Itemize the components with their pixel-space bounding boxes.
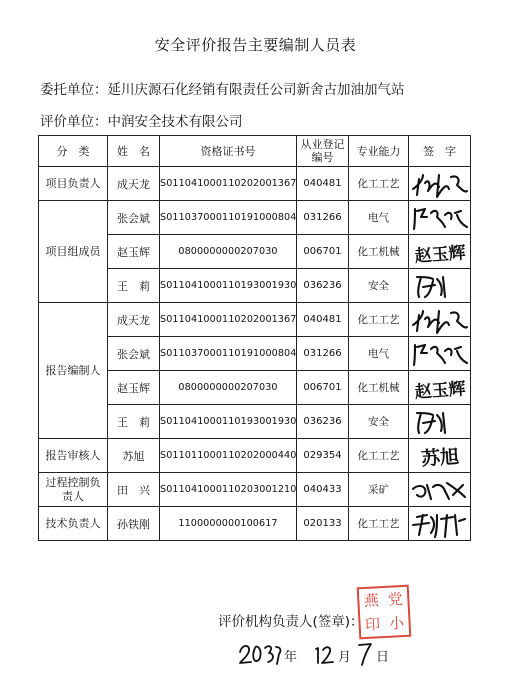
category-cell: 报告编制人	[39, 303, 108, 439]
handwritten-signature	[409, 475, 471, 505]
client-name: 延川庆源石化经销有限责任公司新舍古加油加气站	[107, 82, 405, 98]
evaluator-label: 评价单位：	[40, 114, 108, 130]
registration-cell: 036236	[297, 405, 349, 439]
stamp-char: 燕	[363, 590, 380, 610]
certificate-cell: 0800000000207030	[160, 371, 297, 405]
name-cell: 张会斌	[108, 337, 160, 371]
table-header-row	[39, 136, 471, 167]
skill-cell: 采矿	[349, 473, 409, 507]
handwritten-signature	[409, 237, 471, 267]
category-cell: 报告审核人	[39, 439, 108, 473]
stamp-char: 党	[387, 589, 404, 609]
handwritten-signature	[409, 373, 471, 403]
certificate-cell: S011041000110202001367	[160, 167, 297, 201]
certificate-cell: S011041000110203001210	[160, 473, 297, 507]
certificate-cell: S011041000110193001930	[160, 405, 297, 439]
certificate-cell: S011041000110202001367	[160, 303, 297, 337]
handwritten-signature	[409, 271, 471, 301]
skill-cell: 化工机械	[349, 235, 409, 269]
signature-stroke	[413, 175, 467, 197]
name-cell: 王 莉	[108, 269, 160, 303]
handwritten-signature	[409, 169, 471, 199]
skill-cell: 化工工艺	[349, 507, 409, 541]
handwritten-signature	[409, 441, 471, 471]
table-row	[39, 507, 471, 541]
registration-cell: 006701	[297, 371, 349, 405]
signature-text: 赵玉辉	[414, 378, 467, 403]
certificate-cell: S011037000110191000804	[160, 201, 297, 235]
signature-cell	[409, 405, 471, 439]
category-cell: 过程控制负责人	[39, 473, 108, 507]
signature-text: 苏旭	[420, 445, 460, 470]
registration-cell: 029354	[297, 439, 349, 473]
skill-cell: 化工工艺	[349, 303, 409, 337]
handwritten-signature	[409, 339, 471, 369]
date-day-char: 日	[376, 650, 390, 665]
signature-text: 赵玉辉	[414, 242, 467, 267]
skill-cell: 安全	[349, 405, 409, 439]
signature-cell	[409, 235, 471, 269]
stamp-char: 印	[364, 614, 381, 634]
signature-cell	[409, 201, 471, 235]
table-row	[39, 439, 471, 473]
registration-cell: 040481	[297, 167, 349, 201]
skill-cell: 安全	[349, 269, 409, 303]
skill-cell: 化工工艺	[349, 439, 409, 473]
signature-cell	[409, 269, 471, 303]
signature-cell	[409, 439, 471, 473]
registration-cell: 040433	[297, 473, 349, 507]
signature-stroke	[417, 277, 445, 297]
certificate-cell: 1100000000100617	[160, 507, 297, 541]
registration-cell: 031266	[297, 201, 349, 235]
handwritten-signature	[409, 509, 471, 539]
stamp-char: 小	[388, 613, 405, 633]
signature-cell	[409, 303, 471, 337]
name-cell: 赵玉辉	[108, 235, 160, 269]
table-body	[39, 167, 471, 541]
signature-stroke	[413, 311, 467, 333]
name-cell: 苏旭	[108, 439, 160, 473]
client-label: 委托单位：	[40, 82, 108, 98]
skill-cell: 化工工艺	[349, 167, 409, 201]
certificate-cell: S011041000110193001930	[160, 269, 297, 303]
skill-cell: 电气	[349, 201, 409, 235]
registration-cell: 020133	[297, 507, 349, 541]
table-row	[39, 201, 471, 235]
signature-cell	[409, 167, 471, 201]
red-seal-stamp	[357, 585, 412, 640]
table-row	[39, 167, 471, 201]
header-signature: 签 字	[409, 136, 471, 167]
date-year-char: 年	[284, 650, 298, 665]
handwritten-signature	[409, 203, 471, 233]
signature-cell	[409, 371, 471, 405]
evaluator-line	[40, 110, 243, 130]
name-cell: 成天龙	[108, 303, 160, 337]
handwritten-signature	[409, 407, 471, 437]
header-registration: 从业登记编号	[297, 136, 349, 167]
certificate-cell: S011037000110191000804	[160, 337, 297, 371]
name-cell: 赵玉辉	[108, 371, 160, 405]
header-skill: 专业能力	[349, 136, 409, 167]
registration-cell: 006701	[297, 235, 349, 269]
name-cell: 王 莉	[108, 405, 160, 439]
signature-stroke	[413, 515, 465, 537]
signature-stroke	[413, 483, 465, 499]
name-cell: 孙铁刚	[108, 507, 160, 541]
category-cell: 项目组成员	[39, 201, 108, 303]
handwritten-date	[238, 640, 388, 668]
evaluator-name: 中润安全技术有限公司	[107, 114, 243, 130]
org-head-sign-label: 评价机构负责人(签章)：	[218, 614, 364, 630]
header-name: 姓 名	[108, 136, 160, 167]
document-title: 安全评价报告主要编制人员表	[154, 36, 357, 54]
header-certificate: 资格证书号	[160, 136, 297, 167]
table-row	[39, 473, 471, 507]
signature-cell	[409, 507, 471, 541]
signature-stroke	[417, 413, 445, 433]
table-row	[39, 303, 471, 337]
certificate-cell: S011011000110202000440	[160, 439, 297, 473]
registration-cell: 031266	[297, 337, 349, 371]
handwritten-signature	[409, 305, 471, 335]
registration-cell: 040481	[297, 303, 349, 337]
category-cell: 项目负责人	[39, 167, 108, 201]
staff-table	[38, 135, 471, 541]
signature-cell	[409, 473, 471, 507]
client-line	[40, 78, 405, 98]
registration-cell: 036236	[297, 269, 349, 303]
certificate-cell: 0800000000207030	[160, 235, 297, 269]
name-cell: 张会斌	[108, 201, 160, 235]
signature-stroke	[414, 209, 467, 229]
skill-cell: 电气	[349, 337, 409, 371]
category-cell: 技术负责人	[39, 507, 108, 541]
date-month-char: 月	[338, 650, 352, 665]
skill-cell: 化工机械	[349, 371, 409, 405]
name-cell: 成天龙	[108, 167, 160, 201]
signature-stroke	[414, 345, 467, 365]
name-cell: 田 兴	[108, 473, 160, 507]
signature-cell	[409, 337, 471, 371]
header-category: 分 类	[39, 136, 108, 167]
handwritten-date-digits	[238, 640, 388, 668]
